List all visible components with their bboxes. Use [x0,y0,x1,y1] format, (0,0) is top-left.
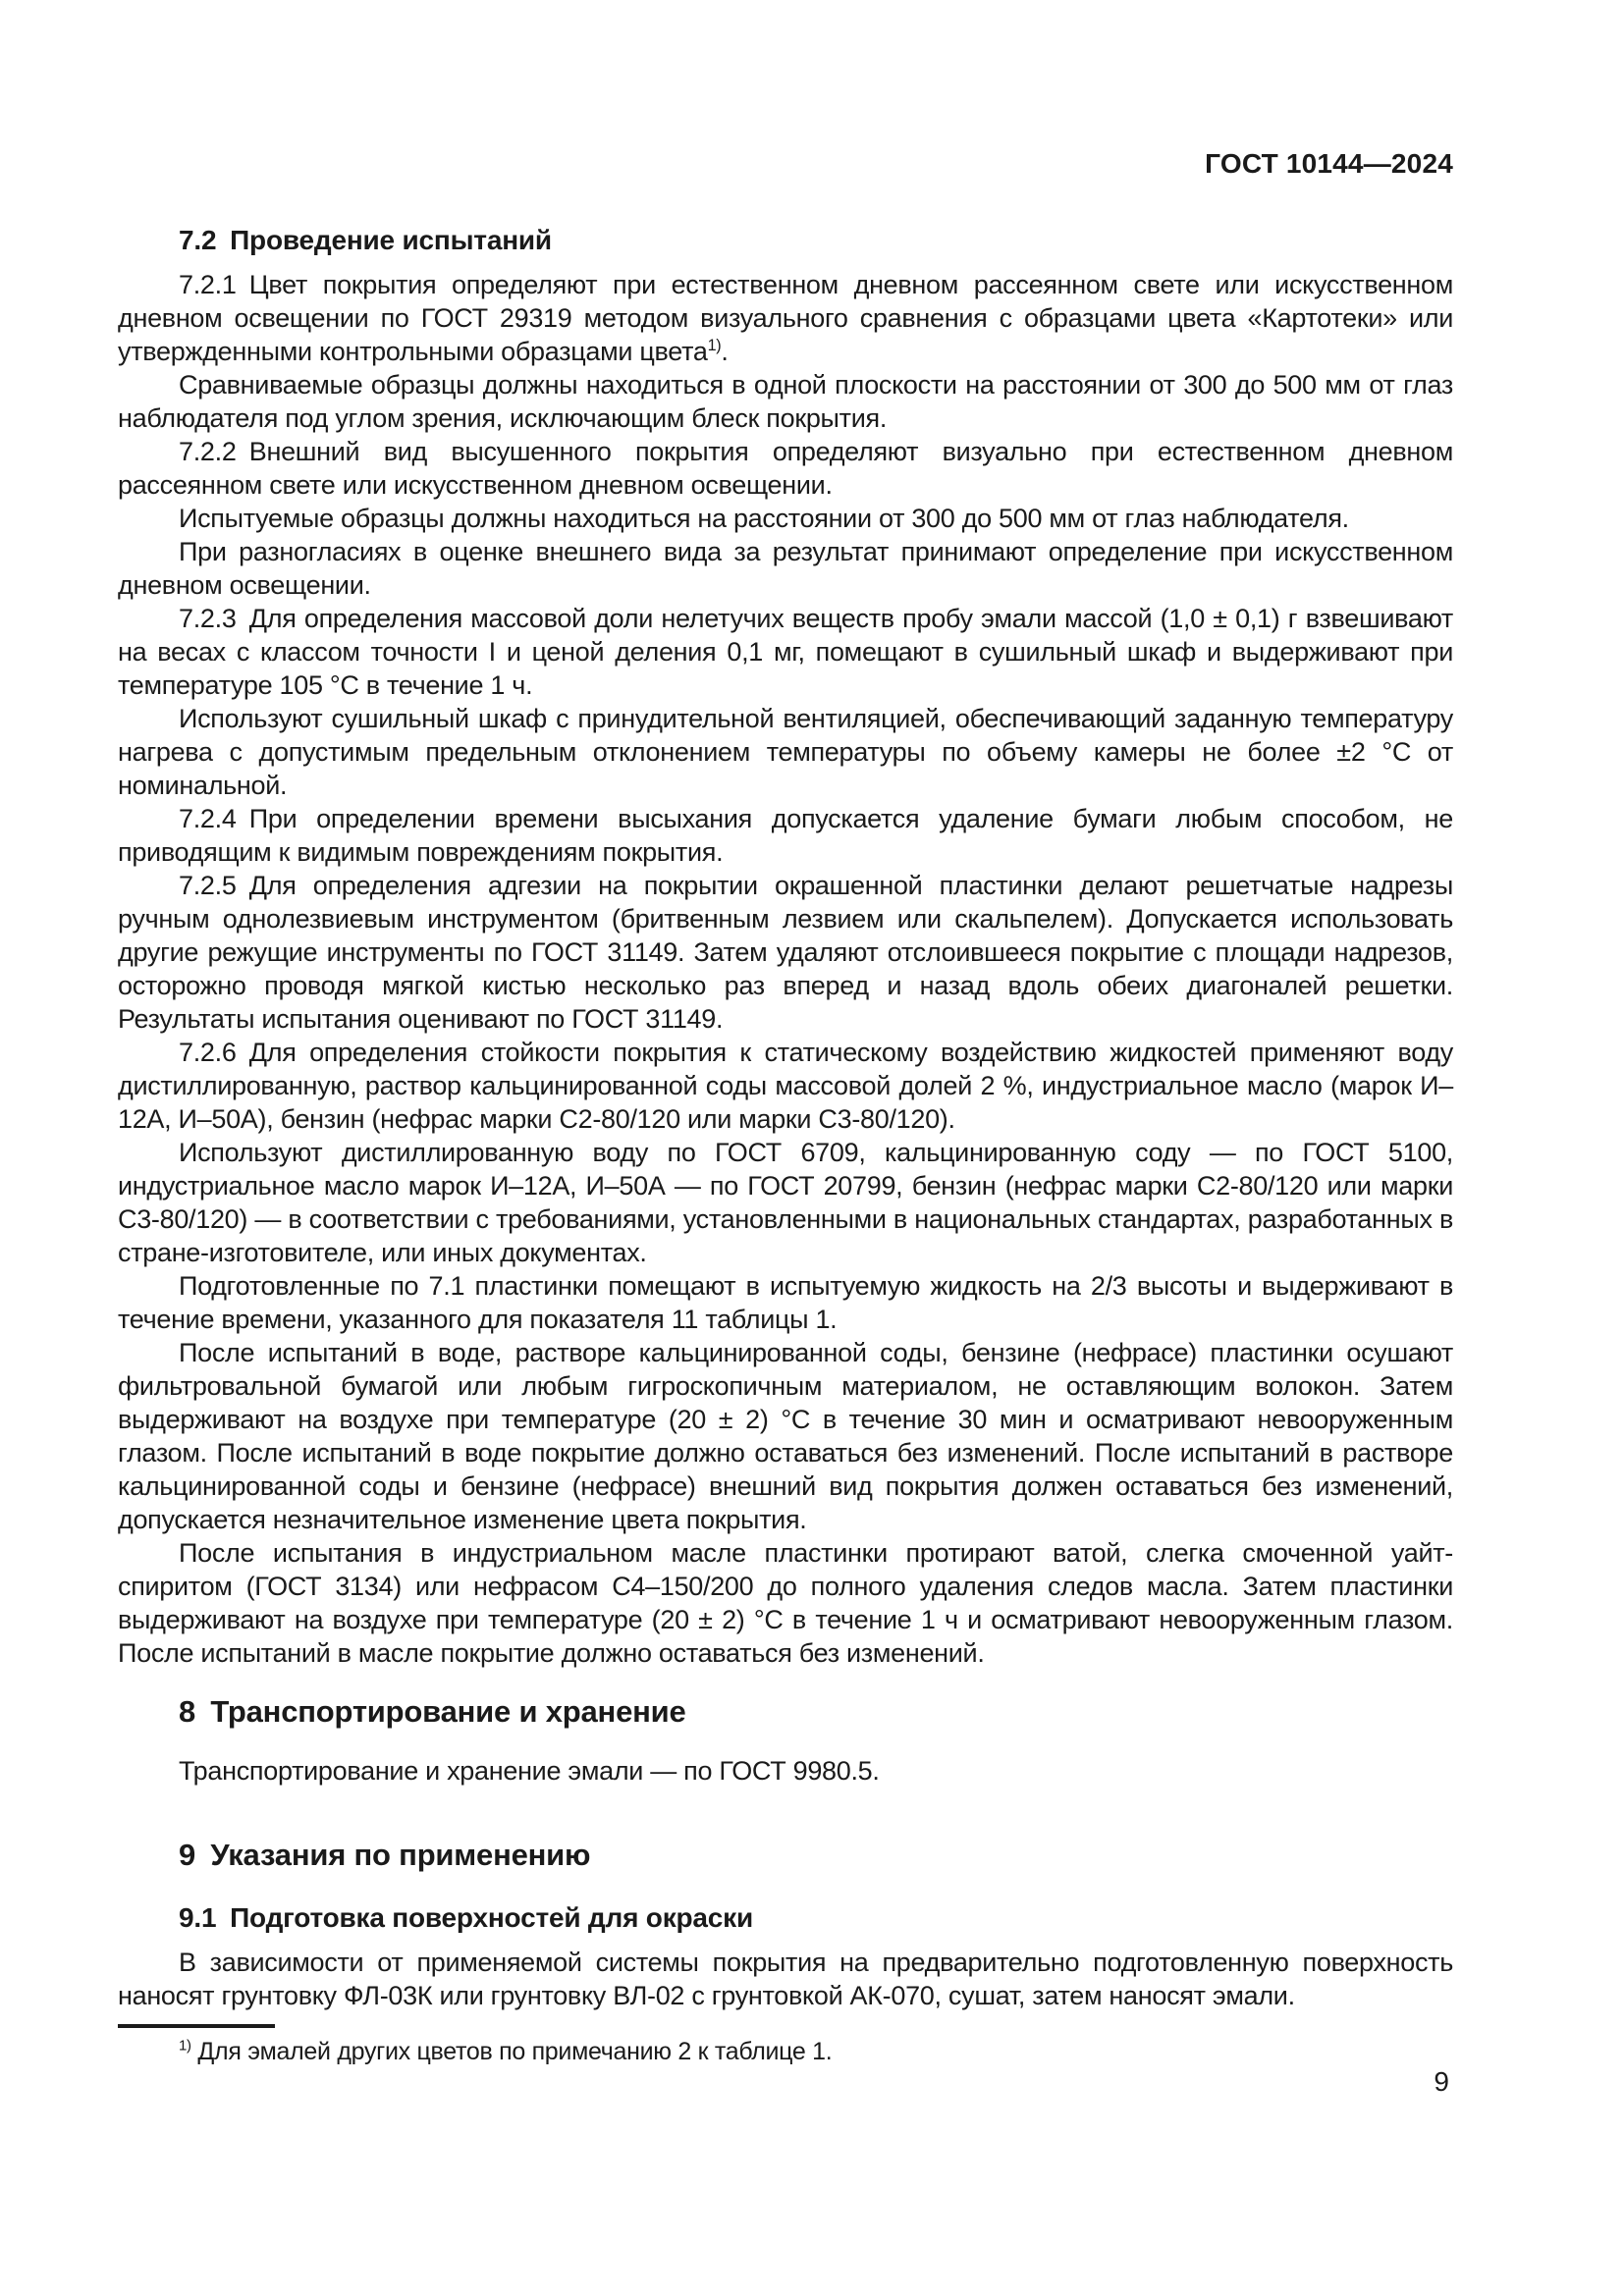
paragraph: 7.2.3 Для определения массовой доли нелетучих веществ пробу эмали массой (1,0 ± 0,1) г взвешивают на весах с классом точности I и ценой деления 0,1 мг, помещают в сушильный шкаф и выдерживают при температуре 105 °С в течение 1 ч. [118,604,1453,700]
footnote-block [118,2024,1453,2067]
page-number: 9 [1434,2066,1449,2097]
paragraph: В зависимости от применяемой системы покрытия на предварительно подготовленную поверхность наносят грунтовку ФЛ-03К или грунтовку ВЛ-02 с грунтовкой АК-070, сушат, затем наносят эмали. [118,1948,1453,2010]
paragraph: При разногласиях в оценке внешнего вида за результат принимают определение при искусственном дневном освещении. [118,537,1453,600]
paragraph: 7.2.6 Для определения стойкости покрытия к статическому воздействию жидкостей применяют воду дистиллированную, раствор кальцинированной соды массовой долей 2 %, индустриальное масло (марок И–12А, И–50А), бензин (нефрас марки С2-80/120 или марки С3-80/120). [118,1038,1453,1134]
paragraph: Используют дистиллированную воду по ГОСТ 6709, кальцинированную соду — по ГОСТ 5100, индустриальное масло марок И–12А, И–50А — по ГОСТ 20799, бензин (нефрас марки С2-80/120 или марки С3-80/120) — в соответствии с требованиями, установленными в национальных стандартах, разработанных в стране-изготовителе, или иных документах. [118,1138,1453,1267]
paragraph: После испытаний в воде, растворе кальцинированной соды, бензине (нефрасе) пластинки осушают фильтровальной бумагой или любым гигроскопичным материалом, не оставляющим волокон. Затем выдерживают на воздухе при температуре (20 ± 2) °С в течение 30 мин и осматривают невооруженным глазом. После испытаний в воде покрытие должно оставаться без изменений. После испытаний в растворе кальцинированной соды и бензине (нефрасе) внешний вид покрытия должен оставаться без изменений, допускается незначительное изменение цвета покрытия. [118,1338,1453,1534]
footnote-ref: 1) [707,337,722,354]
section-heading: 9.1 Подготовка поверхностей для окраски [179,1902,753,1933]
doc-number-header: ГОСТ 10144—2024 [1205,148,1453,179]
section-heading: 8 Транспортирование и хранение [179,1694,686,1729]
paragraph: 7.2.2 Внешний вид высушенного покрытия определяют визуально при естественном дневном рассеянном свете или искусственном дневном освещении. [118,437,1453,500]
paragraph: Используют сушильный шкаф с принудительной вентиляцией, обеспечивающий заданную температуру нагрева с допустимым предельным отклонением температуры по объему камеры не более ±2 °С от номинальной. [118,704,1453,800]
document-body [118,224,1453,2012]
paragraph: 7.2.1 Цвет покрытия определяют при естественном дневном рассеянном свете или искусственном дневном освещении по ГОСТ 29319 методом визуального сравнения с образцами цвета «Картотеки» или утвержденными контрольными образцами цвета$^{1)}$. [118,270,1453,366]
paragraph: Испытуемые образцы должны находиться на расстоянии от 300 до 500 мм от глаз наблюдателя. [179,504,1349,533]
section-heading: 9 Указания по применению [179,1838,591,1872]
paragraph: 7.2.5 Для определения адгезии на покрытии окрашенной пластинки делают решетчатые надрезы ручным однолезвиевым инструментом (бритвенным лезвием или скальпелем). Допускается использовать другие режущие инструменты по ГОСТ 31149. Затем удаляют отслоившееся покрытие с площади надрезов, осторожно проводя мягкой кистью несколько раз вперед и назад вдоль обеих диагоналей решетки. Результаты испытания оценивают по ГОСТ 31149. [118,871,1453,1034]
footnote-marker: 1) [179,2037,191,2055]
paragraph: Сравниваемые образцы должны находиться в одной плоскости на расстоянии от 300 до 500 мм от глаз наблюдателя под углом зрения, исключающим блеск покрытия. [118,370,1453,433]
paragraph: Транспортирование и хранение эмали — по ГОСТ 9980.5. [179,1756,880,1786]
paragraph: 7.2.4 При определении времени высыхания допускается удаление бумаги любым способом, не приводящим к видимым повреждениям покрытия. [118,804,1453,867]
footnote-text: $^{1)}$ Для эмалей других цветов по примечанию 2 к таблице 1. [179,2037,833,2065]
paragraph: После испытания в индустриальном масле пластинки протирают ватой, слегка смоченной уайт-спиритом (ГОСТ 3134) или нефрасом С4–150/200 до полного удаления следов масла. Затем пластинки выдерживают на воздухе при температуре (20 ± 2) °С в течение 1 ч и осматривают невооруженным глазом. После испытаний в масле покрытие должно оставаться без изменений. [118,1538,1453,1668]
footnote-rule [118,2024,275,2028]
paragraph: Подготовленные по 7.1 пластинки помещают в испытуемую жидкость на 2/3 высоты и выдерживают в течение времени, указанного для показателя 11 таблицы 1. [118,1271,1453,1334]
section-heading: 7.2 Проведение испытаний [179,225,552,255]
